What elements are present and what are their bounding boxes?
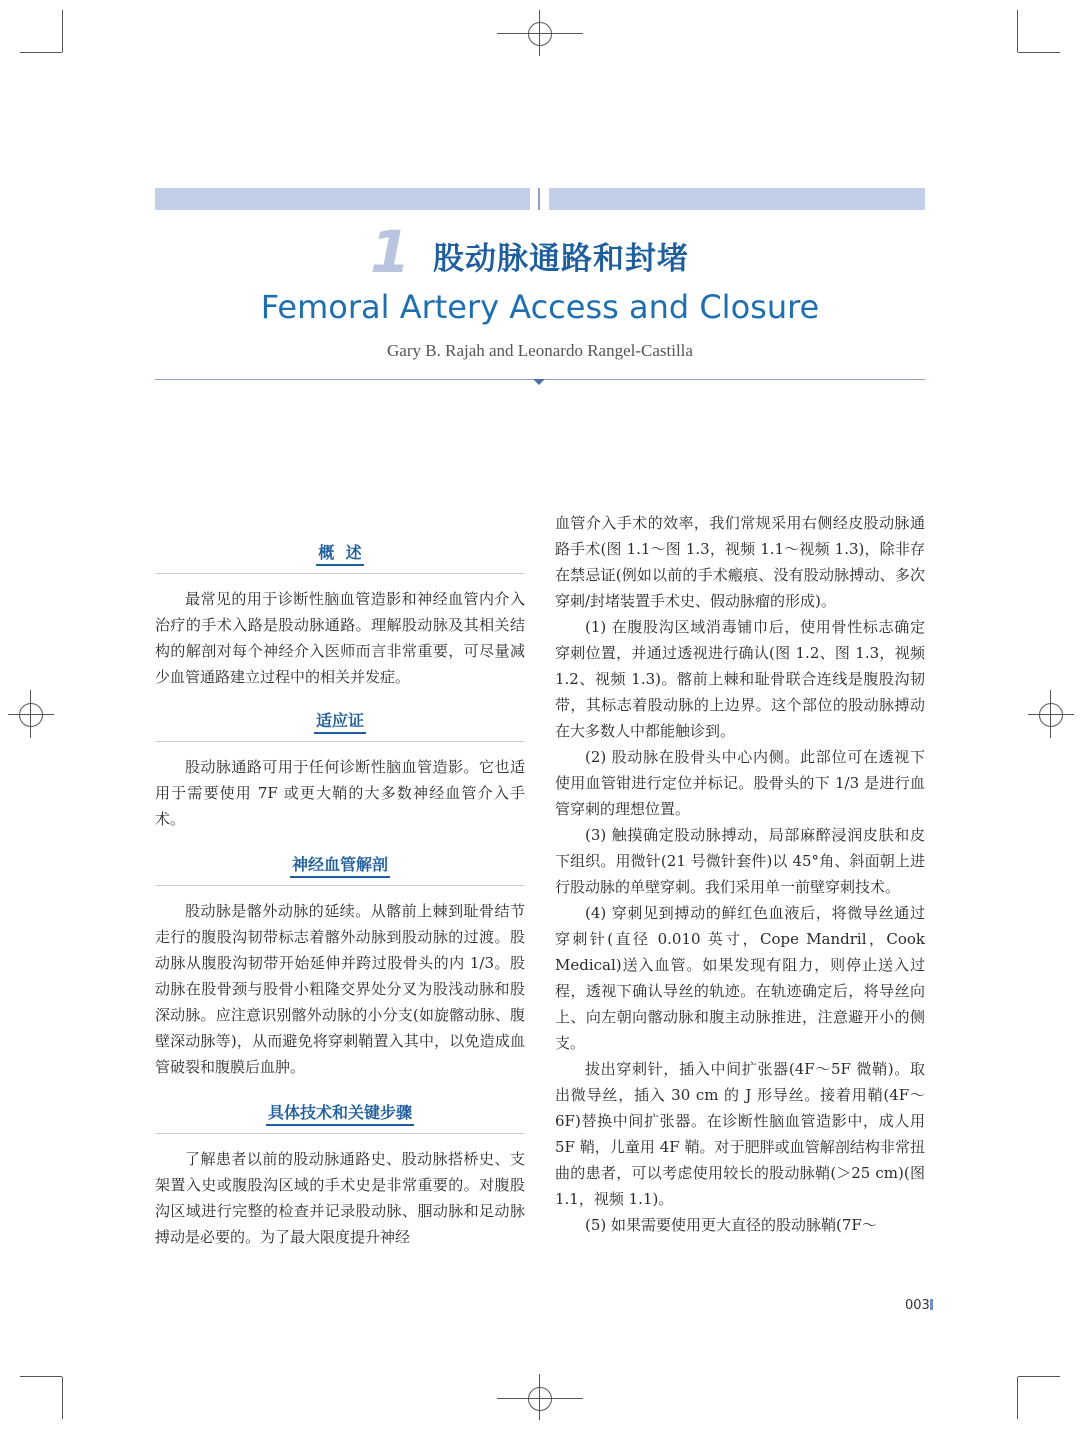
crop-mark <box>1017 1377 1018 1419</box>
header-band-tick <box>538 188 540 210</box>
paragraph: 股动脉通路可用于任何诊断性脑血管造影。它也适用于需要使用 7F 或更大鞘的大多数神经血管介入手术。 <box>155 758 525 828</box>
paragraph: (3) 触摸确定股动脉搏动，局部麻醉浸润皮肤和皮下组织。用微针(21 号微针套件)以 45°角、斜面朝上进行股动脉的单壁穿刺。我们采用单一前壁穿刺技术。 <box>555 826 925 896</box>
chapter-number: 1 <box>370 218 409 286</box>
section-heading-label: 概 述 <box>316 543 363 566</box>
crop-mark <box>497 33 583 34</box>
section-heading <box>155 708 525 742</box>
registration-mark-icon <box>528 1387 552 1411</box>
chapter-title-en: Femoral Artery Access and Closure <box>260 288 820 326</box>
header-band-right <box>549 188 925 210</box>
crop-mark <box>1028 714 1074 715</box>
crop-mark <box>1017 10 1018 52</box>
paragraph: 最常见的用于诊断性脑血管造影和神经血管内介入治疗的手术入路是股动脉通路。理解股动脉及其相关结构的解剖对每个神经介入医师而言非常重要，可尽量减少血管通路建立过程中的相关并发症。 <box>155 590 525 686</box>
section-heading <box>155 852 525 886</box>
registration-mark-icon <box>1039 703 1063 727</box>
crop-mark <box>20 1376 62 1377</box>
divider-triangle-icon <box>533 379 545 385</box>
crop-mark <box>62 10 63 52</box>
section-heading-label: 神经血管解剖 <box>290 855 390 878</box>
page-number: 003 <box>905 1298 930 1313</box>
crop-mark <box>20 52 62 53</box>
paragraph: 拔出穿刺针，插入中间扩张器(4F～5F 微鞘)。取出微导丝，插入 30 cm 的 J 形导丝。接着用鞘(4F～6F)替换中间扩张器。在诊断性脑血管造影中，成人用 5F 鞘，儿童用 4F 鞘。对于肥胖或血管解剖结构非常扭曲的患者，可以考虑使用较长的股动脉鞘(＞25 cm)(图 1.1，视频 1.1)。 <box>555 1060 925 1208</box>
section-heading <box>155 1100 525 1134</box>
paragraph-continuation: 血管介入手术的效率，我们常规采用右侧经皮股动脉通路手术(图 1.1～图 1.3，视频 1.1～视频 1.3)，除非存在禁忌证(例如以前的手术瘢痕、没有股动脉搏动、多次穿刺/封堵装置手术史、假动脉瘤的形成)。 <box>555 514 925 610</box>
section-heading-label: 适应证 <box>314 711 366 734</box>
crop-mark <box>539 1374 540 1420</box>
crop-mark <box>1018 1376 1060 1377</box>
chapter-title-cn: 股动脉通路和封堵 <box>433 241 689 277</box>
right-column <box>555 510 925 1238</box>
paragraph: (2) 股动脉在股骨头中心内侧。此部位可在透视下使用血管钳进行定位并标记。股骨头的下 1/3 是进行血管穿刺的理想位置。 <box>555 748 925 818</box>
section-heading-label: 具体技术和关键步骤 <box>266 1103 414 1126</box>
paragraph: (4) 穿刺见到搏动的鲜红色血液后，将微导丝通过穿刺针(直径 0.010 英寸，Cope Mandril，Cook Medical)送入血管。如果发现有阻力，则停止送入过程，透视下确认导丝的轨迹。在轨迹确定后，将导丝向上、向左朝向髂动脉和腹主动脉推进，注意避开小的侧支。 <box>555 904 925 1052</box>
left-column <box>155 510 525 1250</box>
paragraph: 股动脉是髂外动脉的延续。从髂前上棘到耻骨结节走行的腹股沟韧带标志着髂外动脉到股动脉的过渡。股动脉从腹股沟韧带开始延伸并跨过股骨头的内 1/3。股动脉在股骨颈与股骨小粗隆交界处分叉为股浅动脉和股深动脉。应注意识别髂外动脉的小分支(如旋髂动脉、腹壁深动脉等)，从而避免将穿刺鞘置入其中，以免造成血管破裂和腹膜后血肿。 <box>155 902 525 1076</box>
section-heading <box>155 540 525 574</box>
registration-mark-icon <box>19 703 43 727</box>
crop-mark <box>497 1398 583 1399</box>
header-band-left <box>155 188 530 210</box>
registration-mark-icon <box>528 22 552 46</box>
chapter-authors: Gary B. Rajah and Leonardo Rangel-Castilla <box>387 341 693 360</box>
paragraph: 了解患者以前的股动脉通路史、股动脉搭桥史、支架置入史或腹股沟区域的手术史是非常重要的。对腹股沟区域进行完整的检查并记录股动脉、腘动脉和足动脉搏动是必要的。为了最大限度提升神经 <box>155 1150 525 1246</box>
crop-mark <box>8 714 54 715</box>
crop-mark <box>1018 52 1060 53</box>
paragraph: (5) 如果需要使用更大直径的股动脉鞘(7F～ <box>585 1216 877 1234</box>
crop-mark <box>62 1377 63 1419</box>
page-number-marker <box>930 1299 933 1310</box>
paragraph: (1) 在腹股沟区域消毒铺巾后，使用骨性标志确定穿刺位置，并通过透视进行确认(图 1.2、图 1.3，视频 1.2、视频 1.3)。髂前上棘和耻骨联合连线是腹股沟韧带，其标志着股动脉的上边界。这个部位的股动脉搏动在大多数人中都能触诊到。 <box>555 618 925 740</box>
